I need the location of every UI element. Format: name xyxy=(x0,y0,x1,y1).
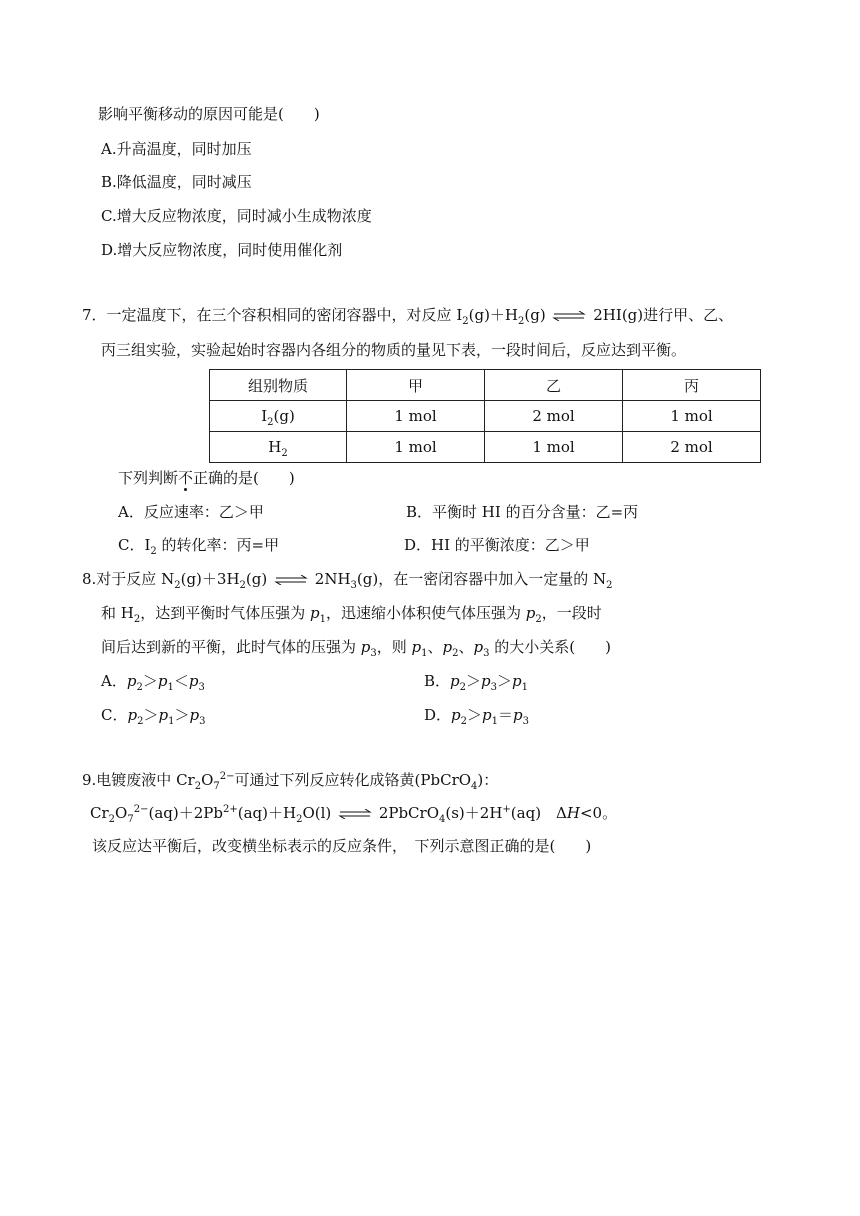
equilibrium-arrow-icon xyxy=(338,809,372,819)
q7-option-d: D．HI 的平衡浓度：乙＞甲 xyxy=(404,536,590,554)
q7-option-a: A．反应速率：乙＞甲 xyxy=(118,503,264,521)
q7-table xyxy=(209,369,761,463)
table-header: 甲 xyxy=(347,370,485,401)
table-row xyxy=(210,370,761,401)
q6-option-a: A.升高温度，同时加压 xyxy=(101,140,252,158)
q8-stem-line1: 8.对于反应 $N_2(g)+3H_2(g)$ $2NH_3(g)$，在一密闭容器中加入一定量的 $N_2$ xyxy=(82,570,613,591)
q9-stem-line1: 9.电镀废液中 $Cr_2O_7^{2-}$可通过下列反应转化成铬黄(PbCrO$_4$)： xyxy=(82,771,499,792)
table-header: 乙 xyxy=(485,370,623,401)
table-cell: 1 mol xyxy=(347,432,485,463)
q7-question: 下列判断不正确的是( ) xyxy=(118,469,295,487)
table-cell: 2 mol xyxy=(623,432,761,463)
table-row-label: $I_2(g)$ xyxy=(210,401,347,432)
q6-option-c: C.增大反应物浓度，同时减小生成物浓度 xyxy=(101,207,372,225)
q7-option-c: C．$I_2$ 的转化率：丙=甲 xyxy=(118,536,280,557)
q8-option-c: C．$p_2>p_1>p_3$ xyxy=(101,706,206,727)
q9-equation: $Cr_2O_7^{2-}(aq)+2Pb^{2+}(aq)+H_2O(l)$ 2PbCrO$_4$(s)＋2H+(aq) ΔH<0。 xyxy=(90,804,618,825)
q8-option-d: D．$p_2>p_1=p_3$ xyxy=(424,706,530,727)
q7-stem-line1: 7．一定温度下，在三个容积相同的密闭容器中，对反应 $I_2(g)+H_2(g)$ 2HI(g)进行甲、乙、 xyxy=(82,306,734,327)
q6-option-d: D.增大反应物浓度，同时使用催化剂 xyxy=(101,241,343,259)
q8-option-a: A．$p_2>p_1<p_3$ xyxy=(101,672,205,693)
q8-stem-line3: 间后达到新的平衡，此时气体的压强为 $p_3$，则 $p_1$、$p_2$、$p_3$ 的大小关系( ) xyxy=(101,638,612,659)
equilibrium-arrow-icon xyxy=(552,311,586,321)
q6-option-b: B.降低温度，同时减压 xyxy=(101,173,252,191)
table-row xyxy=(210,432,761,463)
equilibrium-arrow-icon xyxy=(274,575,308,585)
table-cell: 1 mol xyxy=(623,401,761,432)
table-header: 组别物质 xyxy=(210,370,347,401)
q9-stem-line3: 该反应达平衡后，改变横坐标表示的反应条件， 下列示意图正确的是( ) xyxy=(92,837,592,855)
table-row xyxy=(210,401,761,432)
q8-stem-line2: 和 $H_2$，达到平衡时气体压强为 $p_1$，迅速缩小体积使气体压强为 $p_2$，一段时 xyxy=(101,604,602,625)
table-cell: 1 mol xyxy=(485,432,623,463)
q8-option-b: B．$p_2>p_3>p_1$ xyxy=(424,672,529,693)
q6-stem: 影响平衡移动的原因可能是( ) xyxy=(98,105,320,123)
q7-stem-line2: 丙三组实验，实验起始时容器内各组分的物质的量见下表，一段时间后，反应达到平衡。 xyxy=(101,341,687,359)
table-header: 丙 xyxy=(623,370,761,401)
q7-option-b: B．平衡时 HI 的百分含量：乙=丙 xyxy=(406,503,639,521)
table-cell: 1 mol xyxy=(347,401,485,432)
table-row-label: $H_2$ xyxy=(210,432,347,463)
table-cell: 2 mol xyxy=(485,401,623,432)
